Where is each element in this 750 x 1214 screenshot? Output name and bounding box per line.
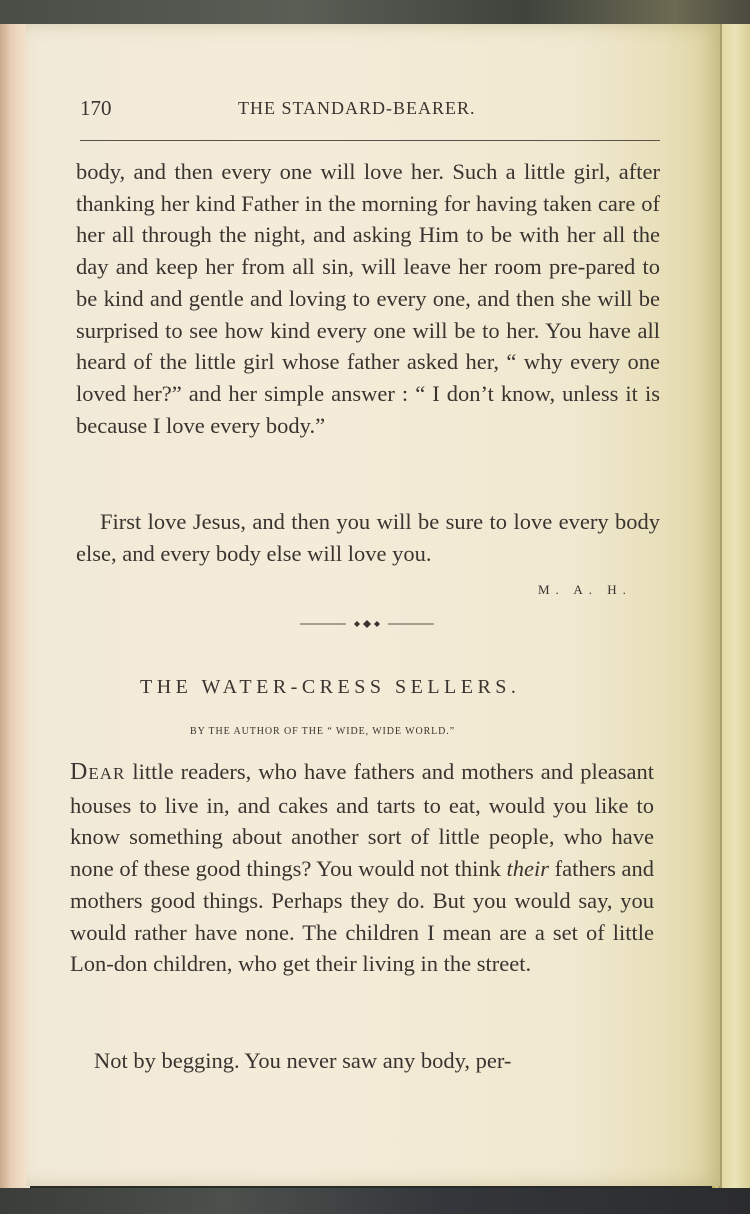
paragraph-body-1: body, and then every one will love her. Such a little girl, after thanking her kind Father in the morning for having taken care of her all through the night, and asking Him to be with her all the day and keep her from all sin, will leave her room pre-pared to be kind and gentle and loving to every one, and then she will be surprised to see how kind every one will be to her. You have all heard of the little girl whose father asked her, “ why every one loved her?” and her simple answer : “ I don’t know, unless it is because I love every body.” [76, 159, 660, 438]
article-text-part-1: little readers, who have fathers and mothers and pleasant houses to live in, and cakes and tarts to eat, would you like to know something about another sort of little people, who have none of these good things? You would not think [70, 759, 654, 882]
drop-cap: D [70, 759, 89, 785]
italic-word: their [506, 856, 549, 882]
book-bottom-edge [0, 1188, 750, 1214]
author-signature: M. A. H. [538, 582, 632, 597]
section-divider-ornament [300, 616, 434, 632]
book-top-edge [0, 0, 750, 26]
article-text-part-2: fathers and mothers good things. Perhaps they do. But you would say, you would rather have none. The children I mean are a set of little Lon-don children, who get their living in the street. [70, 856, 655, 977]
running-head [80, 96, 660, 126]
paragraph-article-1 [70, 756, 654, 980]
article-title: THE WATER-CRESS SELLERS. [140, 676, 521, 698]
page-number: 170 [80, 96, 112, 120]
running-title: THE STANDARD-BEARER. [238, 98, 476, 118]
article-byline: BY THE AUTHOR OF THE “ WIDE, WIDE WORLD.” [190, 726, 456, 737]
paragraph-article-2: Not by begging. You never saw any body, per- [94, 1048, 512, 1073]
paragraph-body-2: First love Jesus, and then you will be sure to love every body else, and every body else will love you. [76, 509, 660, 566]
small-caps-opening: EAR [88, 764, 126, 783]
header-rule [80, 140, 660, 141]
